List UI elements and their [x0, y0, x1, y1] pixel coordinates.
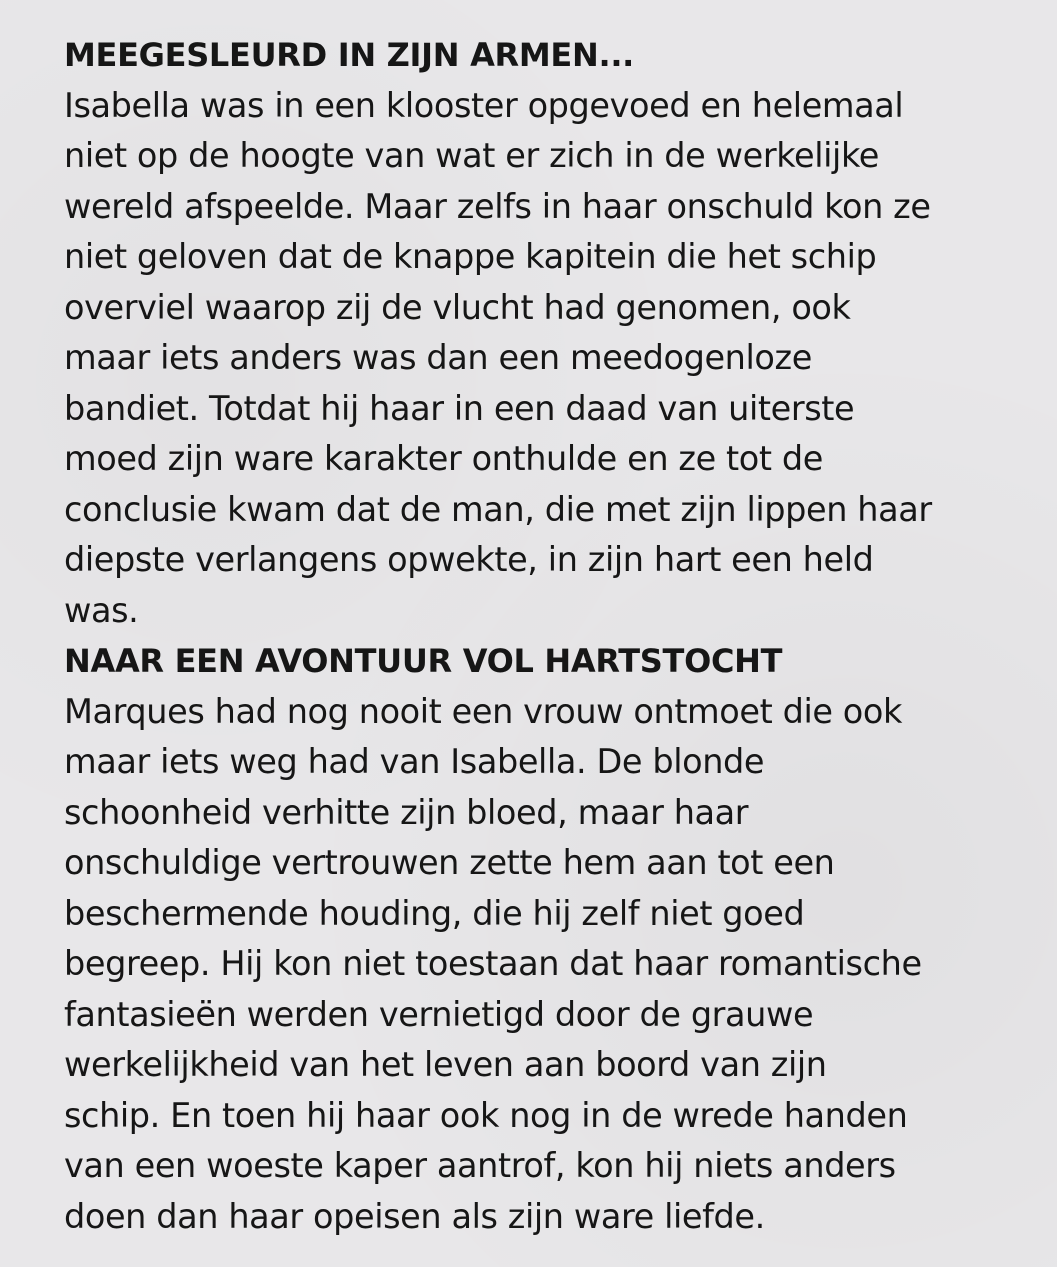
- heading-1: MEEGESLEURD IN ZIJN ARMEN...: [64, 36, 635, 74]
- paragraph-line: diepste verlangens opwekte, in zijn hart een held: [64, 540, 874, 579]
- paragraph-line: wereld afspeelde. Maar zelfs in haar onschuld kon ze: [64, 186, 931, 226]
- paragraph-line: schip. En toen hij haar ook nog in de wrede handen: [64, 1095, 908, 1135]
- paragraph-line: fantasieën werden vernietigd door de grauwe: [64, 994, 814, 1034]
- paragraph-line: maar iets weg had van Isabella. De blonde: [64, 742, 765, 781]
- paragraph-line: beschermende houding, die hij zelf niet goed: [64, 893, 805, 933]
- paragraph-line: moed zijn ware karakter onthulde en ze tot de: [64, 439, 823, 478]
- paragraph-line: was.: [64, 590, 139, 630]
- paragraph-1: [64, 81, 1039, 637]
- paragraph-line: begreep. Hij kon niet toestaan dat haar romantische: [64, 944, 922, 983]
- paragraph-line: niet geloven dat de knappe kapitein die het schip: [64, 237, 877, 276]
- paragraph-line: maar iets anders was dan een meedogenloze: [64, 338, 812, 377]
- heading-2: NAAR EEN AVONTUUR VOL HARTSTOCHT: [64, 642, 783, 680]
- paragraph-line: van een woeste kaper aantrof, kon hij niets anders: [64, 1146, 896, 1185]
- paragraph-line: werkelijkheid van het leven aan boord van zijn: [64, 1045, 827, 1084]
- paragraph-line: Isabella was in een klooster opgevoed en helemaal: [64, 85, 904, 125]
- paragraph-line: doen dan haar opeisen als zijn ware liefde.: [64, 1196, 765, 1236]
- paragraph-line: conclusie kwam dat de man, die met zijn lippen haar: [64, 489, 932, 529]
- paragraph-line: niet op de hoogte van wat er zich in de werkelijke: [64, 136, 879, 175]
- blurb-text: [64, 30, 1039, 1242]
- paragraph-2: [64, 687, 1039, 1243]
- paragraph-line: onschuldige vertrouwen zette hem aan tot een: [64, 843, 835, 882]
- paragraph-line: Marques had nog nooit een vrouw ontmoet die ook: [64, 691, 903, 731]
- paragraph-line: overviel waarop zij de vlucht had genomen, ook: [64, 287, 851, 327]
- paragraph-line: bandiet. Totdat hij haar in een daad van uiterste: [64, 388, 855, 428]
- paragraph-line: schoonheid verhitte zijn bloed, maar haar: [64, 792, 749, 832]
